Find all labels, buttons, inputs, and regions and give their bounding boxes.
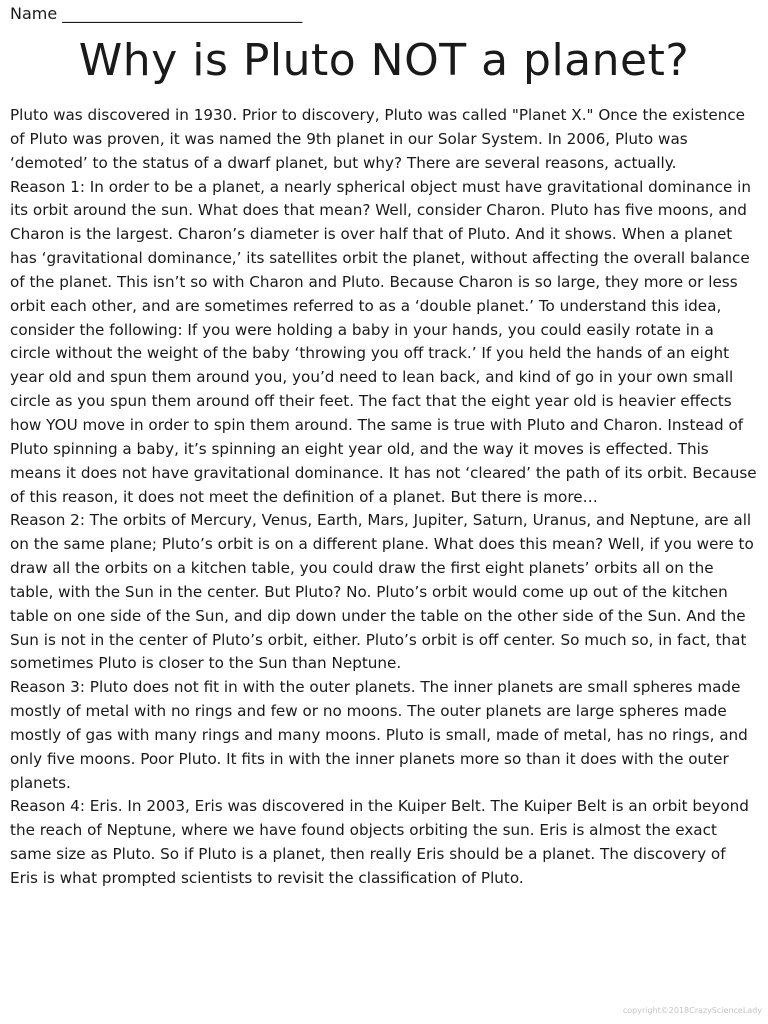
reason-4-paragraph: Reason 4: Eris. In 2003, Eris was discovered in the Kuiper Belt. The Kuiper Belt is an orbit beyond the reach of Neptune, where we have found objects orbiting the sun. Eris is almost the exact same size as Pluto. So if Pluto is a planet, then really Eris should be a planet. The discovery of Eris is what prompted scientists to revisit the classification of Pluto.	[10, 797, 749, 887]
reason-3-paragraph: Reason 3: Pluto does not fit in with the outer planets. The inner planets are small spheres made mostly of metal with no rings and few or no moons. The outer planets are large spheres made mostly of gas with many rings and many moons. Pluto is small, made of metal, has no rings, and only five moons. Poor Pluto. It fits in with the inner planets more so than it does with the outer planets.	[10, 678, 748, 792]
reason-1-paragraph: Reason 1: In order to be a planet, a nearly spherical object must have gravitational dominance in its orbit around the sun. What does that mean? Well, consider Charon. Pluto has five moons, and Charon is the largest. Charon’s diameter is over half that of Pluto. And it shows. When a planet has ‘gravitational dominance,’ its satellites orbit the planet, without affecting the overall balance of the planet. This isn’t so with Charon and Pluto. Because Charon is so large, they more or less orbit each other, and are sometimes referred to as a ‘double planet.’ To understand this idea, consider the following: If you were holding a baby in your hands, you could easily rotate in a circle without the weight of the baby ‘throwing you off track.’ If you held the hands of an eight year old and spun them around you, you’d need to lean back, and kind of go in your own small circle as you spun them around off their feet. The fact that the eight year old is heavier effects how YOU move in order to spin them around. The same is true with Pluto and Charon. Instead of Pluto spinning a baby, it’s spinning an eight year old, and the way it moves is effected. This means it does not have gravitational dominance. It has not ‘cleared’ the path of its orbit. Because of this reason, it does not meet the definition of a planet. But there is more…	[10, 177, 757, 506]
page-title: Why is Pluto NOT a planet?	[78, 35, 690, 86]
article-body	[10, 104, 758, 891]
name-field-label: Name ______________________________	[10, 4, 303, 23]
reason-2-paragraph: Reason 2: The orbits of Mercury, Venus, Earth, Mars, Jupiter, Saturn, Uranus, and Neptune, are all on the same plane; Pluto’s orbit is on a different plane. What does this mean? Well, if you were to draw all the orbits on a kitchen table, you could draw the first eight planets’ orbits all on the table, with the Sun in the center. But Pluto? No. Pluto’s orbit would come up out of the kitchen table on one side of the Sun, and dip down under the table on the other side of the Sun. And the Sun is not in the center of Pluto’s orbit, either. Pluto’s orbit is off center. So much so, in fact, that sometimes Pluto is closer to the Sun than Neptune.	[10, 511, 754, 673]
intro-paragraph: Pluto was discovered in 1930. Prior to discovery, Pluto was called "Planet X." Once the existence of Pluto was proven, it was named the 9th planet in our Solar System. In 2006, Pluto was ‘demoted’ to the status of a dwarf planet, but why? There are several reasons, actually.	[10, 106, 746, 172]
copyright-notice: copyright©2018CrazyScienceLady	[622, 1006, 762, 1015]
